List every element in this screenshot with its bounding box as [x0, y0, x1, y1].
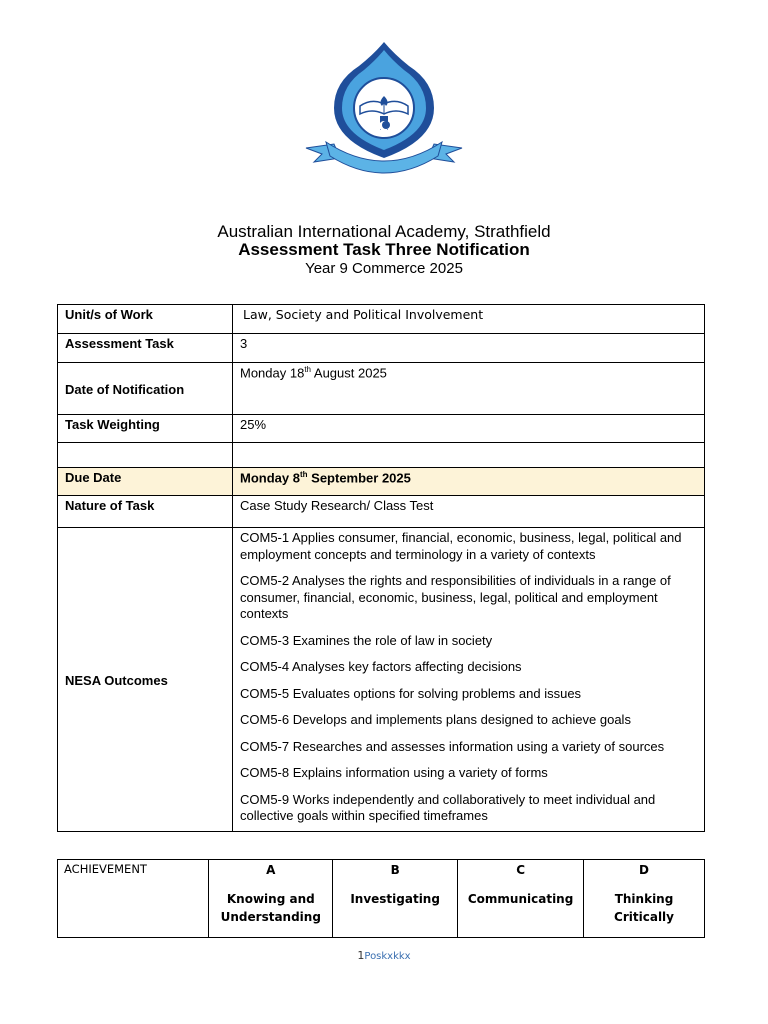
- col-desc: Knowing and Understanding: [220, 892, 321, 924]
- achievement-col-d: [584, 860, 705, 938]
- page-title: Assessment Task Three Notification: [238, 240, 530, 259]
- nature-value: Case Study Research/ Class Test: [233, 496, 705, 528]
- weighting-value: 25%: [233, 415, 705, 443]
- due-date-label: Due Date: [58, 468, 233, 496]
- weighting-label: Task Weighting: [58, 415, 233, 443]
- col-desc: Thinking Critically: [614, 892, 674, 924]
- page-footer: [0, 949, 768, 962]
- school-logo: [304, 40, 464, 180]
- col-letter: B: [390, 863, 400, 877]
- outcome-item: COM5-2 Analyses the rights and responsibilities of individuals in a range of consumer, financial, economic, business, legal, political and employment contexts: [240, 573, 671, 621]
- col-desc: Communicating: [467, 892, 574, 906]
- outcome-item: COM5-4 Analyses key factors affecting decisions: [240, 659, 522, 674]
- footer-link[interactable]: Poskxkkx: [364, 951, 411, 962]
- outcome-item: COM5-5 Evaluates options for solving problems and issues: [240, 685, 582, 701]
- task-value: 3: [233, 334, 705, 363]
- outcome-item: COM5-1 Applies consumer, financial, economic, business, legal, political and employment concepts and terminology in a variety of contexts: [240, 530, 682, 562]
- outcome-item: COM5-8 Explains information using a variety of forms: [240, 765, 548, 780]
- year-subject: Year 9 Commerce 2025: [305, 260, 463, 277]
- notification-label: Date of Notification: [58, 363, 233, 415]
- outcome-item: COM5-9 Works independently and collaboratively to meet individual and collective goals within specified timeframes: [240, 791, 656, 823]
- achievement-col-a: [209, 860, 333, 938]
- notification-value: Monday 18th August 2025: [233, 363, 705, 415]
- nature-label: Nature of Task: [58, 496, 233, 528]
- empty-cell: [233, 443, 705, 468]
- col-letter: D: [639, 863, 649, 877]
- svg-text:★ ★: ★ ★: [378, 148, 390, 154]
- achievement-col-c: [458, 860, 584, 938]
- achievement-table: [57, 859, 705, 938]
- col-desc: Investigating: [350, 892, 440, 906]
- outcomes-list: [233, 528, 705, 832]
- unit-label: Unit/s of Work: [58, 305, 233, 334]
- page-number: 1: [357, 949, 365, 962]
- outcome-item: COM5-3 Examines the role of law in society: [240, 632, 493, 648]
- outcomes-label: NESA Outcomes: [58, 528, 233, 832]
- school-name: Australian International Academy, Strathfield: [217, 222, 551, 241]
- unit-value: Law, Society and Political Involvement: [233, 305, 705, 334]
- achievement-label: ACHIEVEMENT: [58, 860, 209, 938]
- col-letter: C: [516, 863, 525, 877]
- due-date-value: Monday 8th September 2025: [233, 468, 705, 496]
- col-letter: A: [266, 863, 276, 877]
- achievement-col-b: [333, 860, 458, 938]
- outcome-item: COM5-6 Develops and implements plans designed to achieve goals: [240, 712, 631, 727]
- task-details-table: [57, 304, 705, 832]
- empty-cell: [58, 443, 233, 468]
- outcome-item: COM5-7 Researches and assesses information using a variety of sources: [240, 738, 665, 754]
- task-label: Assessment Task: [58, 334, 233, 363]
